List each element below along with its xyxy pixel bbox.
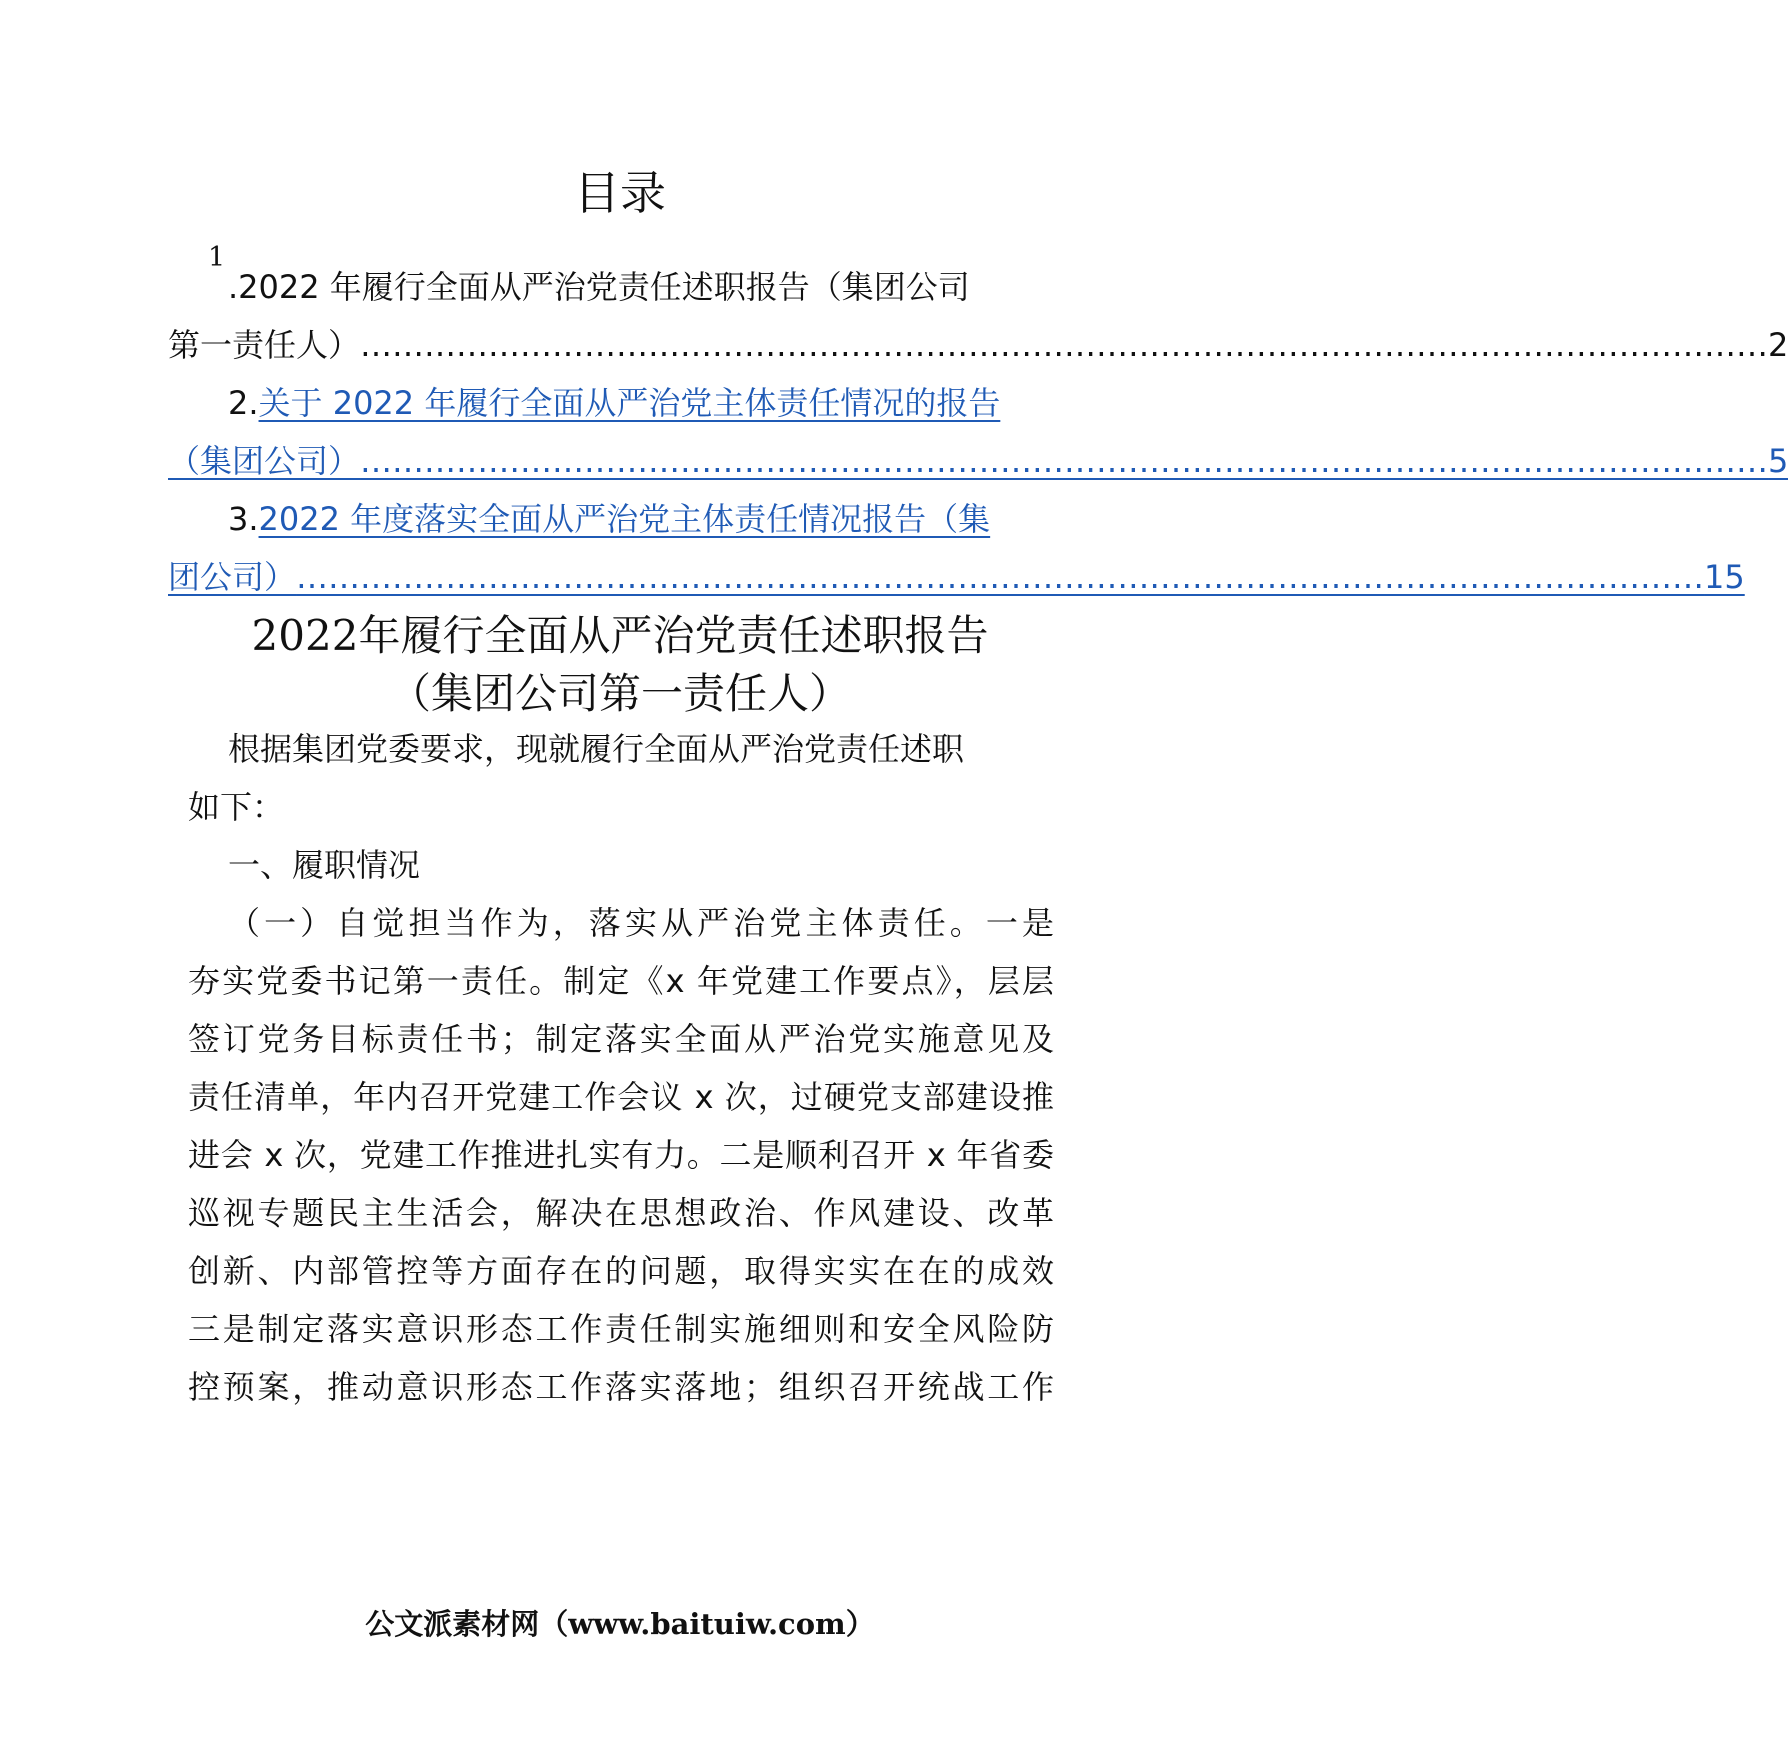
toc-item-2-line2[interactable]: [168, 436, 1788, 486]
paragraph-line: 签订党务目标责任书；制定落实全面从严治党实施意见及: [188, 1020, 1054, 1058]
toc-item-1-title: 2022 年履行全面从严治党责任述职报告（集团公司: [238, 268, 970, 306]
paragraph-line: 巡视专题民主生活会，解决在思想政治、作风建设、改革: [188, 1194, 1054, 1232]
paragraph-line: 控预案，推动意识形态工作落实落地；组织召开统战工作: [188, 1368, 1054, 1406]
list-number-marker: 1: [208, 242, 226, 273]
toc-leader-dots: ……………………………………………………………………………………………………………………: [360, 442, 1769, 480]
toc-item-1-line2[interactable]: [168, 320, 1788, 370]
toc-title: 目录: [574, 166, 666, 220]
toc-item-3-prefix: 3.: [228, 500, 259, 538]
document-title-text: 年履行全面从严治党责任述职报告: [358, 611, 989, 660]
toc-item-3-line1[interactable]: [228, 494, 990, 544]
toc-leader-dots: ……………………………………………………………………………………………………………………: [360, 326, 1769, 364]
toc-item-3-page[interactable]: 15: [1704, 558, 1745, 596]
toc-item-3-line2[interactable]: [168, 552, 1745, 602]
toc-item-1-page: 2: [1768, 326, 1788, 364]
paragraph-line: （一）自觉担当作为，落实从严治党主体责任。一是: [228, 904, 1054, 942]
section-heading: 一、履职情况: [228, 846, 421, 884]
toc-item-1-title-cont: 第一责任人）: [168, 326, 361, 364]
toc-item-2-title-cont[interactable]: （集团公司）: [168, 442, 361, 480]
paragraph-line: 责任清单，年内召开党建工作会议 x 次，过硬党支部建设推: [188, 1078, 1054, 1116]
paragraph-line: 创新、内部管控等方面存在的问题，取得实实在在的成效: [188, 1252, 1054, 1290]
intro-line-1: 根据集团党委要求，现就履行全面从严治党责任述职: [228, 730, 965, 768]
toc-item-1-line1[interactable]: [228, 262, 970, 312]
toc-item-3-title-cont[interactable]: 团公司）: [168, 558, 297, 596]
toc-item-2-prefix: 2.: [228, 384, 259, 422]
toc-item-1-prefix: .: [228, 268, 239, 306]
toc-item-3-link[interactable]: 2022 年度落实全面从严治党主体责任情况报告（集: [258, 500, 991, 538]
intro-line-2: 如下：: [188, 788, 285, 826]
paragraph-line: 进会 x 次，党建工作推进扎实有力。二是顺利召开 x 年省委: [188, 1136, 1054, 1174]
paragraph-line: 夯实党委书记第一责任。制定《x 年党建工作要点》，层层: [188, 962, 1054, 1000]
document-subtitle: （集团公司第一责任人）: [388, 669, 851, 718]
paragraph-line: 三是制定落实意识形态工作责任制实施细则和安全风险防: [188, 1310, 1054, 1348]
document-title: [0, 606, 1240, 666]
toc-item-2-line1[interactable]: [228, 378, 1000, 428]
toc-item-2-link[interactable]: 关于 2022 年履行全面从严治党主体责任情况的报告: [258, 384, 1001, 422]
document-title-year: 2022: [251, 611, 359, 660]
footer-watermark: 公文派素材网（www.baituiw.com）: [365, 1607, 875, 1641]
toc-leader-dots: ……………………………………………………………………………………………………………………: [296, 558, 1705, 596]
toc-item-2-page[interactable]: 5: [1768, 442, 1788, 480]
